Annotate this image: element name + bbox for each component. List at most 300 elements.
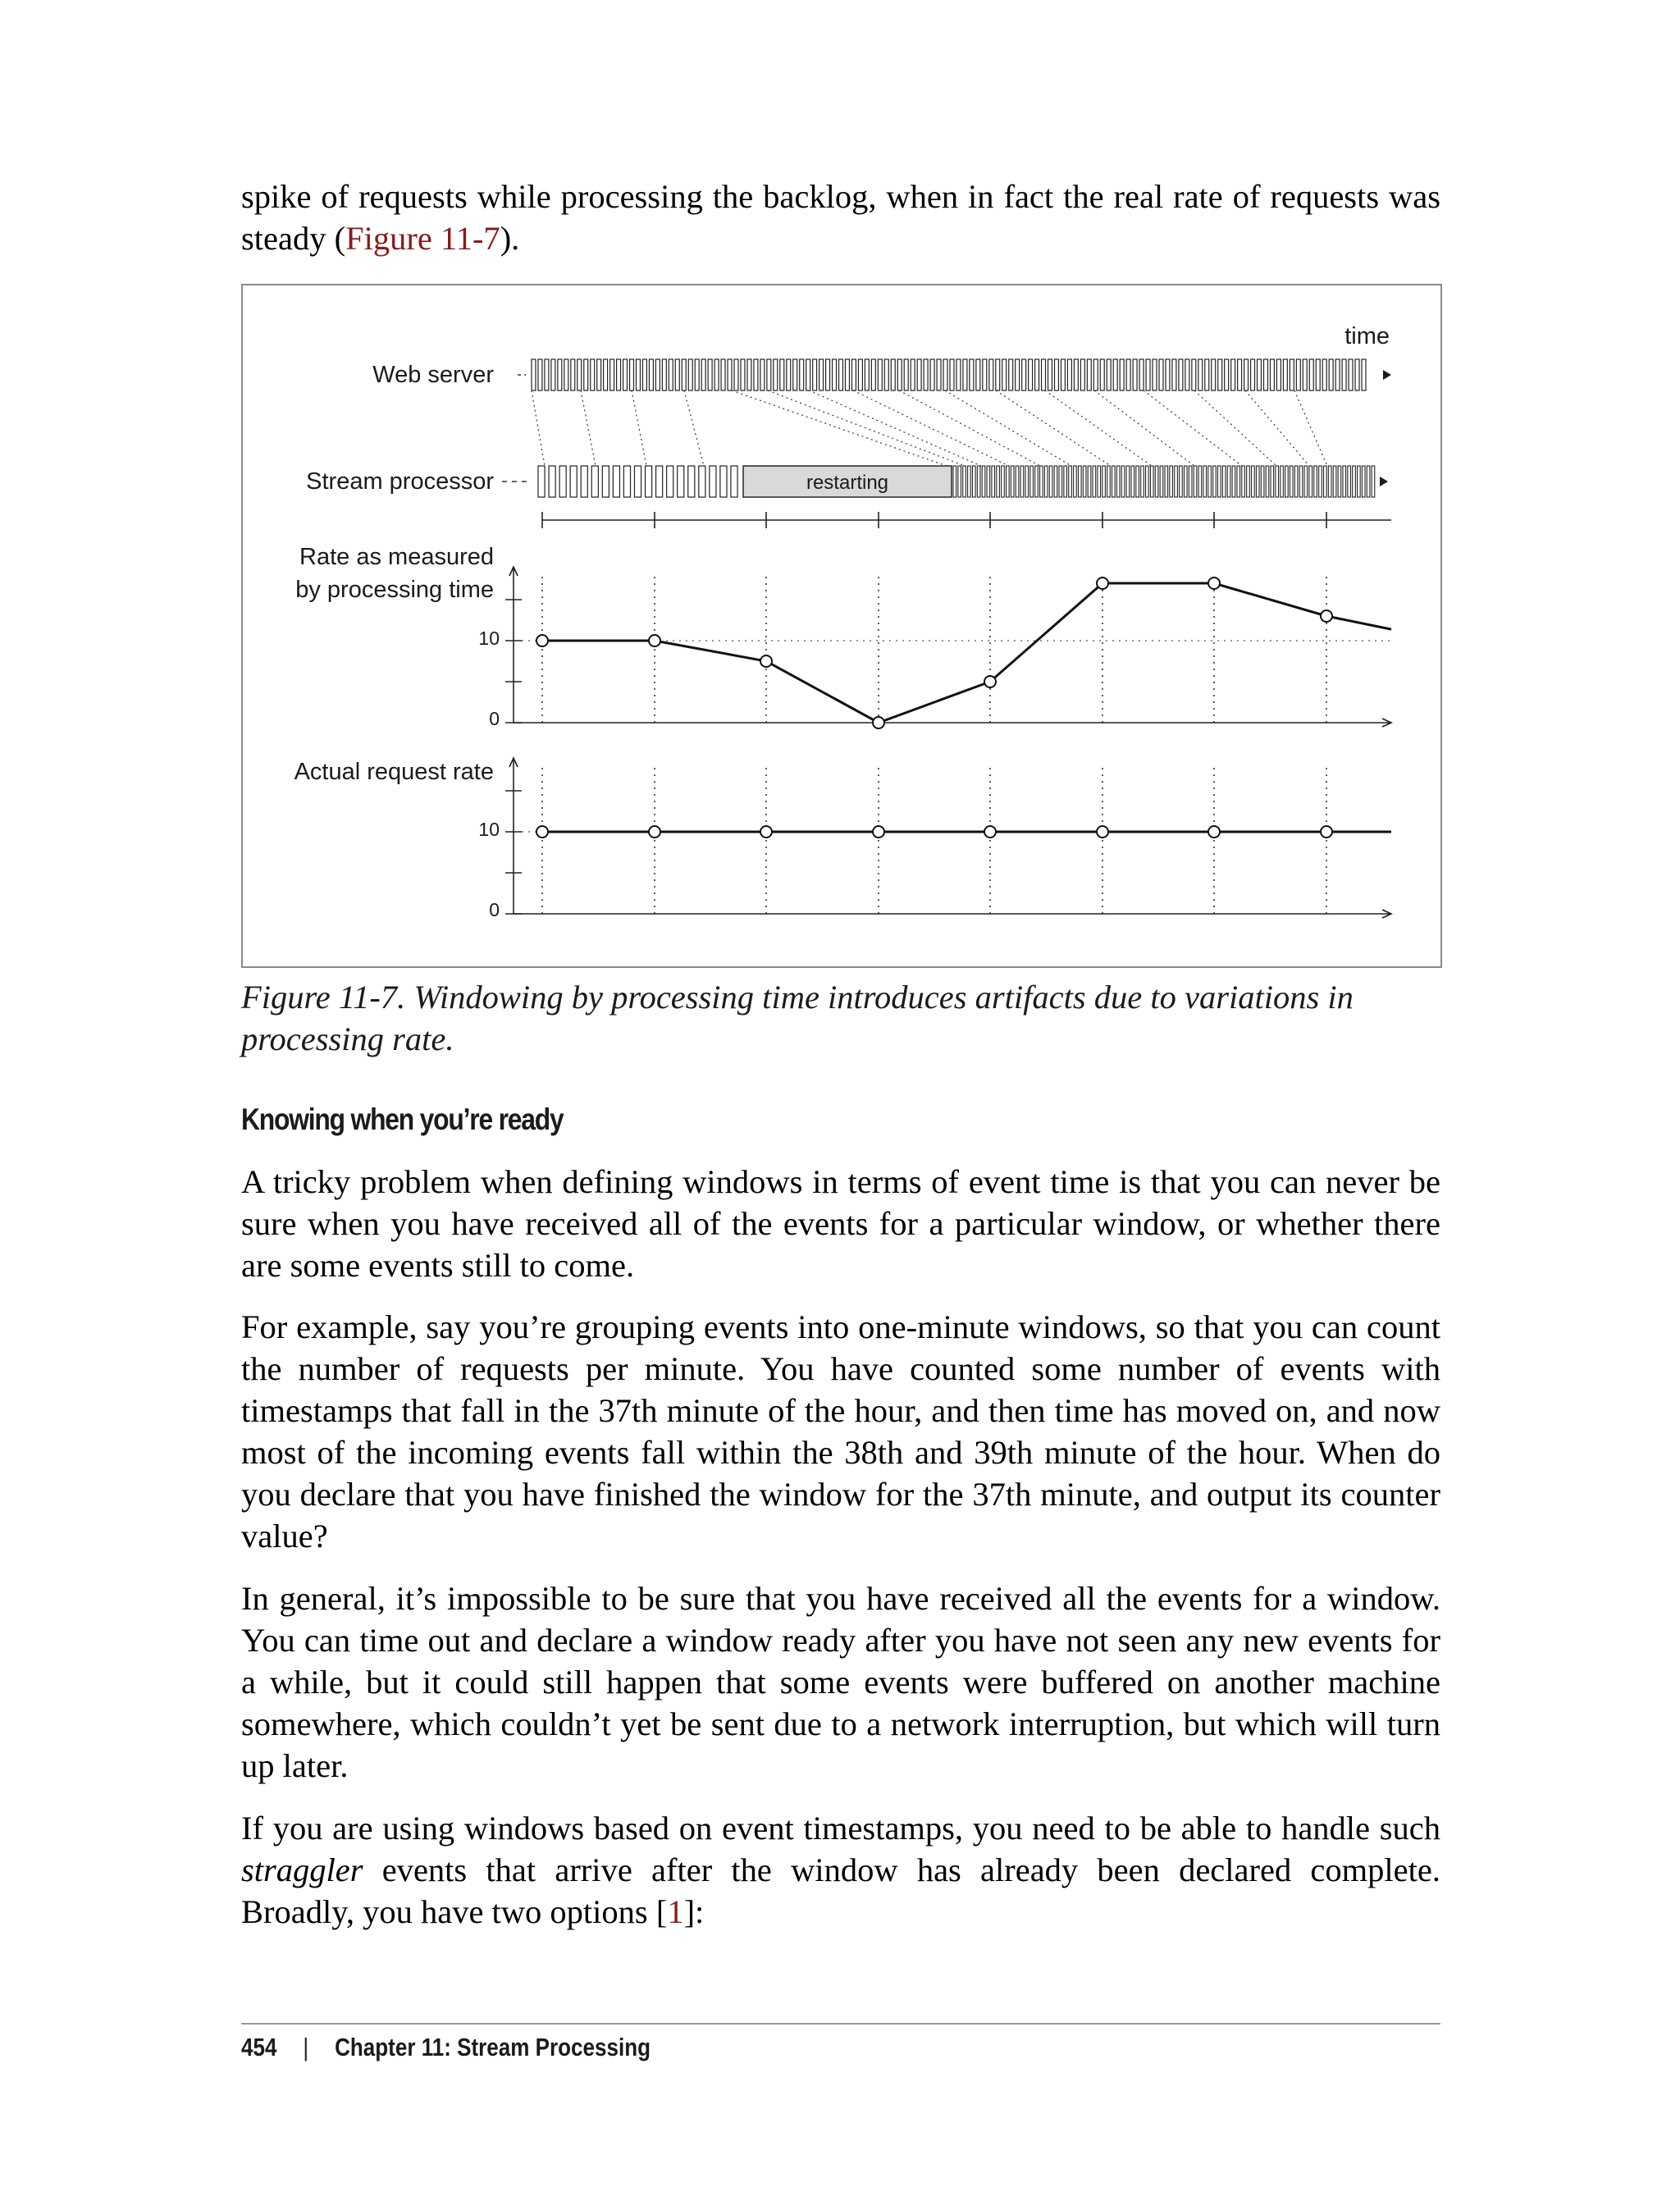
stream-processor-event: [1093, 466, 1096, 497]
stream-processor-event: [570, 466, 577, 497]
web-server-event: [950, 359, 954, 390]
web-server-event: [1172, 359, 1176, 390]
stream-processor-event: [581, 466, 587, 497]
web-server-event: [545, 359, 549, 390]
web-server-event: [989, 359, 993, 390]
stream-processor-event: [1232, 466, 1235, 497]
web-server-event: [1192, 359, 1196, 390]
web-server-event: [1355, 359, 1359, 390]
stream-processor-event: [1271, 466, 1274, 497]
web-server-event: [734, 359, 738, 390]
stream-processor-event: [1180, 466, 1183, 497]
footer-rule: [241, 2023, 1440, 2025]
stream-processor-event: [1184, 466, 1187, 497]
stream-processor-event: [1290, 466, 1293, 497]
web-server-event: [669, 359, 673, 390]
stream-processor-event: [1059, 466, 1062, 497]
processing-rate-point: [649, 635, 660, 646]
processing-rate-point: [873, 717, 884, 728]
stream-processor-event: [1040, 466, 1043, 497]
event-connector: [996, 390, 1111, 466]
web-server-event: [1238, 359, 1242, 390]
stream-processor-event: [1247, 466, 1250, 497]
web-server-event: [571, 359, 575, 390]
stream-processor-event: [667, 466, 673, 497]
stream-processor-event: [1194, 466, 1197, 497]
web-server-event: [806, 359, 810, 390]
y-tick-10-processing: 10: [478, 628, 500, 649]
y-tick-0-actual: 0: [489, 899, 500, 920]
stream-processor-event: [688, 466, 695, 497]
paragraph-1-text: A tricky problem when defining windows in terms of event time is that you can never be sure when you have received all of the events for a particular window, or whether there are some events still to come.: [241, 1163, 1440, 1284]
stream-processor-event: [1252, 466, 1255, 497]
section-heading: Knowing when you’re ready: [241, 1102, 564, 1136]
stream-processor-event: [656, 466, 663, 497]
web-server-event: [996, 359, 1000, 390]
stream-processor-event: [1044, 466, 1048, 497]
web-server-event: [813, 359, 817, 390]
stream-processor-event: [1299, 466, 1303, 497]
paragraph-1: [241, 1161, 1440, 1286]
stream-processor-event: [731, 466, 737, 497]
stream-processor-event: [987, 466, 990, 497]
stream-processor-event: [1222, 466, 1226, 497]
event-connector: [632, 390, 646, 466]
processing-rate-point: [760, 655, 772, 667]
web-server-event: [846, 359, 850, 390]
web-server-event: [937, 359, 941, 390]
web-server-event: [741, 359, 745, 390]
stream-processor-event: [1011, 466, 1014, 497]
web-server-event: [564, 359, 568, 390]
web-server-event: [943, 359, 947, 390]
web-server-event: [662, 359, 666, 390]
web-server-event: [1258, 359, 1262, 390]
web-server-event: [649, 359, 653, 390]
web-server-event: [1093, 359, 1098, 390]
stream-processor-event: [1020, 466, 1024, 497]
stream-processor-event: [1150, 466, 1153, 497]
stream-processor-event: [1285, 466, 1289, 497]
web-server-event: [558, 359, 562, 390]
web-server-event: [578, 359, 582, 390]
stream-processor-event: [1165, 466, 1168, 497]
event-connector: [684, 390, 704, 466]
stream-processor-event: [1102, 466, 1106, 497]
web-server-event: [617, 359, 621, 390]
web-server-event: [774, 359, 778, 390]
web-server-event: [1349, 359, 1353, 390]
event-connector: [581, 390, 596, 466]
web-server-event: [1107, 359, 1111, 390]
straggler-emphasis: straggler: [241, 1851, 363, 1888]
web-server-event: [963, 359, 967, 390]
stream-processor-event: [1319, 466, 1322, 497]
stream-processor-event: [1324, 466, 1327, 497]
stream-processor-event: [710, 466, 716, 497]
web-server-event: [1212, 359, 1216, 390]
web-server-event: [865, 359, 869, 390]
web-server-event: [1035, 359, 1039, 390]
event-connector: [853, 390, 1009, 466]
stream-processor-event: [1146, 466, 1149, 497]
stream-processor-event: [1083, 466, 1086, 497]
stream-processor-event: [1281, 466, 1284, 497]
stream-processor-event: [1016, 466, 1019, 497]
stream-processor-event: [1237, 466, 1240, 497]
web-server-event: [1087, 359, 1091, 390]
web-server-event: [701, 359, 705, 390]
stream-processor-event: [1343, 466, 1346, 497]
web-server-event: [767, 359, 771, 390]
event-connector: [1245, 390, 1309, 466]
actual-rate-label: Actual request rate: [294, 759, 494, 785]
stream-processor-event: [1328, 466, 1331, 497]
web-server-event: [970, 359, 974, 390]
web-server-event: [1218, 359, 1222, 390]
stream-processor-event: [1309, 466, 1312, 497]
intro-text-before: spike of requests while processing the backlog, when in fact the real rate of requests was steady (: [241, 178, 1440, 257]
actual-rate-point: [1321, 826, 1332, 838]
web-server-event: [1022, 359, 1026, 390]
web-server-event: [1283, 359, 1287, 390]
stream-processor-event: [1069, 466, 1072, 497]
figure-xref-link[interactable]: Figure 11-7: [345, 220, 500, 257]
web-server-event: [1153, 359, 1157, 390]
web-server-event: [1205, 359, 1209, 390]
stream-processor-event: [1348, 466, 1351, 497]
stream-processor-event: [720, 466, 727, 497]
stream-processor-event: [1121, 466, 1125, 497]
intro-text-after: ).: [500, 220, 520, 257]
stream-processor-event: [953, 466, 956, 497]
page-footer: [241, 2033, 651, 2062]
web-server-event: [675, 359, 679, 390]
web-server-event: [695, 359, 699, 390]
stream-processor-event: [992, 466, 995, 497]
stream-processor-event: [1353, 466, 1356, 497]
stream-processor-event: [1362, 466, 1365, 497]
event-connector: [768, 390, 965, 466]
event-connector-lines: [532, 390, 1327, 466]
web-server-event: [1231, 359, 1235, 390]
paragraph-4-before: If you are using windows based on event timestamps, you need to be able to handle such: [241, 1810, 1440, 1847]
event-connector: [1094, 390, 1194, 466]
stream-processor-event: [1367, 466, 1370, 497]
web-server-event: [1055, 359, 1059, 390]
web-server-event: [1080, 359, 1084, 390]
web-server-event: [819, 359, 824, 390]
web-server-event: [884, 359, 888, 390]
web-server-event: [1185, 359, 1189, 390]
paragraph-3-text: In general, it’s impossible to be sure that you have received all the events for a window. You can time out and declare a window ready after you have not seen any new events for a while, but it could still happen that some events were buffered on another machine somewhere, which couldn’t yet be sent due to a network interruption, but which will turn up later.: [241, 1580, 1440, 1784]
processing-rate-point: [536, 635, 548, 646]
web-server-event: [1126, 359, 1130, 390]
stream-processor-event: [1049, 466, 1052, 497]
web-server-event: [1296, 359, 1300, 390]
stream-processor-event: [997, 466, 1000, 497]
event-connector: [1194, 390, 1276, 466]
web-server-event: [747, 359, 751, 390]
event-connector: [1045, 390, 1152, 466]
web-server-event: [1335, 359, 1340, 390]
stream-processor-event: [1131, 466, 1134, 497]
paragraph-4-middle: events that arrive after the window has already been declared complete. Broadly, you have two options [: [241, 1851, 1440, 1930]
web-server-event: [714, 359, 719, 390]
stream-processor-event: [1175, 466, 1178, 497]
web-server-event: [904, 359, 908, 390]
stream-processor-event: [972, 466, 975, 497]
stream-processor-event: [1213, 466, 1217, 497]
web-server-event: [591, 359, 595, 390]
stream-processor-event: [699, 466, 705, 497]
rate-processing-label-line2: by processing time: [295, 577, 494, 603]
web-server-event: [1029, 359, 1033, 390]
stream-processor-event: [1025, 466, 1029, 497]
web-server-event: [826, 359, 830, 390]
stream-processor-event: [1030, 466, 1034, 497]
web-server-event: [1139, 359, 1144, 390]
stream-processor-event: [1227, 466, 1230, 497]
web-server-event: [682, 359, 686, 390]
web-server-event: [1016, 359, 1020, 390]
web-server-event: [897, 359, 902, 390]
stream-processor-event: [1198, 466, 1202, 497]
web-server-event: [1316, 359, 1320, 390]
web-server-event: [708, 359, 712, 390]
web-server-label: Web server: [372, 362, 494, 388]
web-server-event: [1264, 359, 1268, 390]
processing-rate-point: [1097, 578, 1108, 589]
stream-processor-event: [1002, 466, 1005, 497]
stream-processor-event: [1170, 466, 1173, 497]
web-server-event: [858, 359, 862, 390]
stream-processor-event: [591, 466, 598, 497]
web-server-event: [637, 359, 641, 390]
paragraph-4-after: ]:: [683, 1893, 705, 1930]
actual-rate-point: [536, 826, 548, 838]
stream-processor-arrow: [1380, 477, 1388, 486]
web-server-event: [1061, 359, 1065, 390]
stream-processor-event: [1136, 466, 1139, 497]
reference-link-1[interactable]: 1: [667, 1893, 684, 1930]
web-server-event: [787, 359, 791, 390]
stream-processor-event: [646, 466, 652, 497]
stream-processor-event: [613, 466, 619, 497]
web-server-event: [551, 359, 555, 390]
web-server-event: [688, 359, 692, 390]
web-server-event: [878, 359, 882, 390]
processing-rate-series-line: [542, 583, 1391, 723]
web-server-event: [630, 359, 634, 390]
paragraph-4: [241, 1807, 1440, 1933]
stream-processor-event: [538, 466, 545, 497]
web-server-event: [1342, 359, 1346, 390]
event-connector: [732, 390, 947, 466]
stream-processor-event: [982, 466, 985, 497]
stream-processor-event: [1314, 466, 1317, 497]
web-server-event: [1146, 359, 1150, 390]
web-server-event: [1179, 359, 1183, 390]
web-server-event: [1244, 359, 1249, 390]
web-server-event: [924, 359, 928, 390]
actual-rate-point: [984, 826, 996, 838]
web-server-event: [1303, 359, 1307, 390]
web-server-event: [976, 359, 980, 390]
stream-processor-event: [1372, 466, 1375, 497]
stream-processor-event: [1266, 466, 1269, 497]
paragraph-2: [241, 1306, 1440, 1557]
web-server-event: [871, 359, 875, 390]
stream-processor-event: [1116, 466, 1120, 497]
processing-rate-point: [984, 676, 996, 687]
stream-processor-event: [1098, 466, 1101, 497]
web-server-event: [532, 359, 536, 390]
processing-rate-point: [1321, 610, 1332, 622]
web-server-event: [655, 359, 660, 390]
web-server-event: [1166, 359, 1170, 390]
stream-processor-event: [549, 466, 555, 497]
web-server-arrow: [1383, 370, 1391, 380]
web-server-event: [610, 359, 614, 390]
stream-processor-label: Stream processor: [306, 468, 494, 495]
stream-processor-event: [1242, 466, 1245, 497]
web-server-event: [1251, 359, 1255, 390]
event-connector: [945, 390, 1071, 466]
web-server-event: [1133, 359, 1137, 390]
web-server-event: [851, 359, 856, 390]
figure-diagram: [243, 285, 1444, 970]
web-server-event: [728, 359, 732, 390]
web-server-event: [597, 359, 601, 390]
web-server-event: [1225, 359, 1229, 390]
stream-processor-event: [1107, 466, 1111, 497]
web-server-event: [930, 359, 934, 390]
footer-separator: |: [303, 2033, 309, 2061]
web-server-event: [623, 359, 628, 390]
web-server-event: [1002, 359, 1007, 390]
stream-processor-event: [1112, 466, 1116, 497]
web-server-event: [604, 359, 608, 390]
paragraph-2-text: For example, say you’re grouping events into one-minute windows, so that you can count the number of requests per minute. You have counted some number of events with timestamps that fall in the 37th minute of the hour, and then time has moved on, and now most of the incoming events fall within the 38th and 39th minute of the hour. When do you declare that you have finished the window for the 37th minute, and output its counter value?: [241, 1308, 1440, 1554]
web-server-event: [721, 359, 725, 390]
stream-processor-event: [1203, 466, 1207, 497]
stream-processor-event: [1261, 466, 1264, 497]
web-server-event: [956, 359, 961, 390]
stream-processor-event: [1155, 466, 1158, 497]
web-server-event: [1067, 359, 1071, 390]
paragraph-3: [241, 1577, 1440, 1787]
web-server-event: [1159, 359, 1163, 390]
web-server-event: [642, 359, 646, 390]
stream-processor-event: [1088, 466, 1091, 497]
event-connector: [1144, 390, 1242, 466]
stream-processor-event: [1189, 466, 1192, 497]
web-server-event: [1074, 359, 1078, 390]
figure-caption: Figure 11-7. Windowing by processing time introduces artifacts due to variations in processing rate.: [241, 979, 1354, 1057]
stream-processor-event: [1007, 466, 1010, 497]
web-server-event: [793, 359, 797, 390]
footer-chapter: Chapter 11: Stream Processing: [335, 2033, 651, 2061]
time-label: time: [1344, 323, 1390, 349]
web-server-event: [1120, 359, 1124, 390]
stream-processor-event: [634, 466, 641, 497]
actual-rate-point: [649, 826, 660, 838]
web-server-event: [1009, 359, 1013, 390]
stream-processor-event: [1035, 466, 1039, 497]
web-server-event: [1042, 359, 1046, 390]
web-server-event: [584, 359, 588, 390]
web-server-event: [833, 359, 837, 390]
stream-processor-event: [1276, 466, 1279, 497]
web-server-event: [1198, 359, 1203, 390]
chart-series: [536, 578, 1391, 838]
stream-processor-event: [1141, 466, 1144, 497]
web-server-event: [800, 359, 804, 390]
stream-processor-event: [1160, 466, 1163, 497]
y-tick-10-actual: 10: [478, 819, 500, 840]
stream-processor-event: [1338, 466, 1341, 497]
page-number: 454: [241, 2033, 277, 2061]
stream-processor-event: [1256, 466, 1259, 497]
y-tick-0-processing: 0: [489, 708, 500, 729]
stream-processor-event: [1054, 466, 1057, 497]
web-server-event: [983, 359, 987, 390]
stream-processor-event: [1074, 466, 1077, 497]
figure-11-7: [241, 284, 1442, 968]
web-server-event: [1290, 359, 1294, 390]
web-server-event: [780, 359, 784, 390]
stream-processor-event: [1064, 466, 1067, 497]
web-server-event: [911, 359, 915, 390]
web-server-event: [1100, 359, 1104, 390]
chart-axes: [505, 512, 1391, 914]
web-server-event: [1322, 359, 1326, 390]
stream-processor-event: [602, 466, 609, 497]
stream-processor-event: [958, 466, 961, 497]
actual-rate-point: [1097, 826, 1108, 838]
actual-rate-point: [873, 826, 884, 838]
stream-processor-event: [1294, 466, 1298, 497]
actual-rate-point: [760, 826, 772, 838]
stream-processor-event: [1126, 466, 1130, 497]
web-server-event: [538, 359, 542, 390]
stream-processor-event: [678, 466, 684, 497]
web-server-event: [1362, 359, 1366, 390]
stream-processor-event: [1304, 466, 1308, 497]
actual-rate-point: [1208, 826, 1220, 838]
web-server-event: [917, 359, 921, 390]
stream-processor-event: [1333, 466, 1336, 497]
stream-processor-event: [1078, 466, 1081, 497]
intro-paragraph: [241, 176, 1440, 259]
web-server-event: [1276, 359, 1281, 390]
stream-processor-event: [559, 466, 566, 497]
stream-processor-event: [1358, 466, 1361, 497]
web-server-event: [1048, 359, 1052, 390]
processing-rate-point: [1208, 578, 1220, 589]
stream-processor-event: [963, 466, 966, 497]
web-server-event: [839, 359, 843, 390]
web-server-event: [1309, 359, 1313, 390]
rate-processing-label-line1: Rate as measured: [299, 544, 494, 570]
web-server-event: [760, 359, 765, 390]
web-server-event: [891, 359, 895, 390]
web-server-event: [1270, 359, 1274, 390]
web-server-event: [1113, 359, 1117, 390]
stream-processor-event: [1218, 466, 1221, 497]
restarting-label: restarting: [806, 472, 889, 494]
